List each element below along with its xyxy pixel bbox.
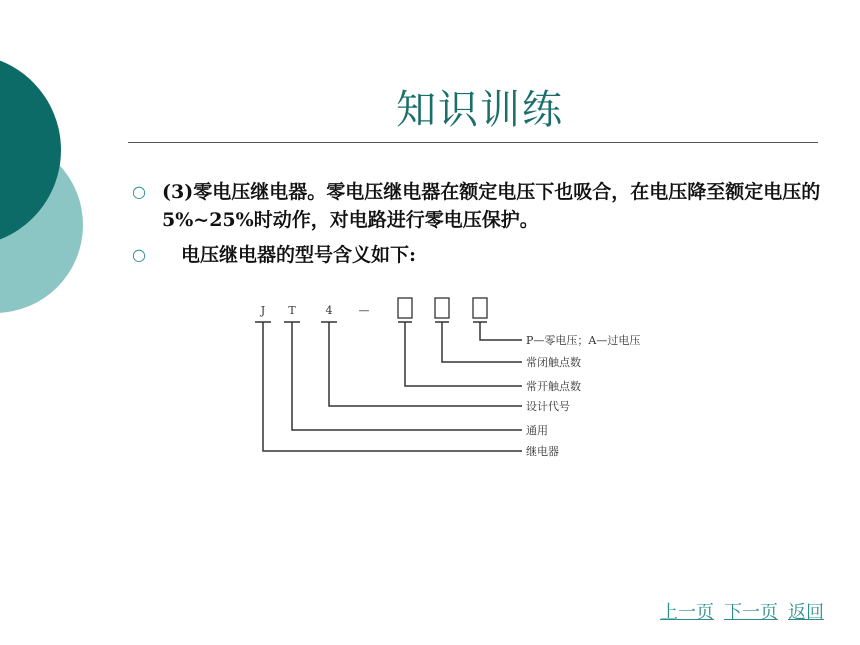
back-link[interactable]: 返回 [788,602,824,623]
label-relay: 继电器 [526,445,559,458]
prev-page-link[interactable]: 上一页 [660,602,714,623]
code-t: T [288,304,296,317]
page-navigation [660,598,824,624]
model-number-diagram [240,290,700,465]
code-box [398,298,412,318]
next-page-link[interactable]: 下一页 [724,602,778,623]
bullet-item [132,178,822,234]
label-nc: 常闭触点数 [526,356,581,369]
code-box [473,298,487,318]
label-p-a: P—零电压；A—过电压 [526,334,641,347]
label-no: 常开触点数 [526,380,581,393]
code-dash: — [358,304,370,317]
decorative-circles [0,0,110,340]
bullet-item [132,241,822,269]
code-4: 4 [325,304,333,317]
label-general: 通用 [526,424,548,437]
label-design: 设计代号 [526,400,570,413]
bullet-text: 电压继电器的型号含义如下: [162,244,417,266]
page-title: 知识训练 [396,87,564,133]
title-divider [128,142,818,143]
code-box [435,298,449,318]
circle-bullet-icon: ○ [132,245,146,264]
code-j: J [260,304,266,317]
bullet-text: (3)零电压继电器。零电压继电器在额定电压下也吸合，在电压降至额定电压的5%~25%时动作，对电路进行零电压保护。 [162,181,821,231]
circle-bullet-icon: ○ [132,182,146,201]
